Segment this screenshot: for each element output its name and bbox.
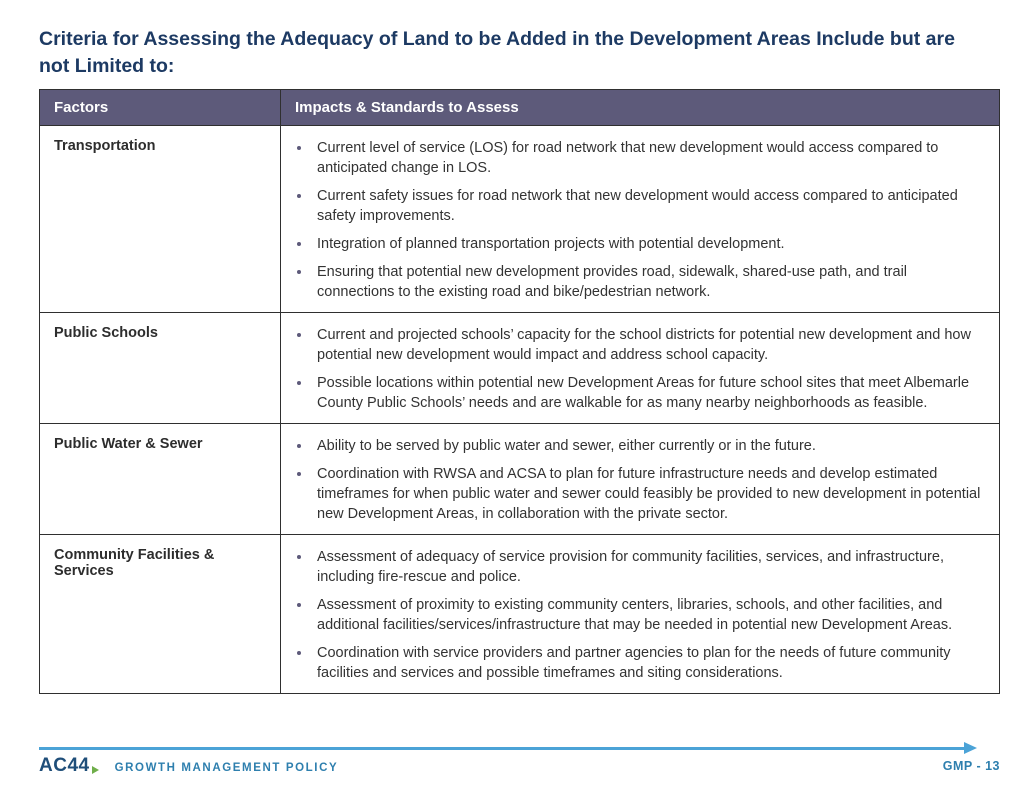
impact-item: • Assessment of proximity to existing community centers, libraries, schools, and other facilities, and additional facilities/services/infrastructure that may be needed in potential new Development Areas. — [312, 595, 985, 635]
impacts-cell — [281, 535, 1000, 694]
criteria-table-body — [40, 126, 1000, 694]
factor-cell: Public Water & Sewer — [40, 424, 281, 535]
table-header-row — [40, 90, 1000, 126]
impacts-list — [295, 547, 985, 683]
impacts-cell — [281, 313, 1000, 424]
impacts-cell — [281, 424, 1000, 535]
impact-item: • Possible locations within potential new Development Areas for future school sites that meet Albemarle County Public Schools’ needs and are walkable for as many nearby neighborhoods as feasible. — [312, 373, 985, 413]
impact-item: • Ensuring that potential new development provides road, sidewalk, shared-use path, and trail connections to the existing road and bike/pedestrian network. — [312, 262, 985, 302]
impacts-list — [295, 325, 985, 413]
arrow-right-icon — [964, 742, 977, 754]
footer-left — [39, 755, 338, 777]
impact-item: • Coordination with RWSA and ACSA to plan for future infrastructure needs and develop estimated timeframes for when public water and sewer could feasibly be provided to new development in potential new Development Areas, in collaboration with the private sector. — [312, 464, 985, 524]
table-row — [40, 126, 1000, 313]
factor-cell: Public Schools — [40, 313, 281, 424]
impact-item: • Assessment of adequacy of service provision for community facilities, services, and infrastructure, including fire-rescue and police. — [312, 547, 985, 587]
impact-item: • Integration of planned transportation projects with potential development. — [312, 234, 985, 254]
criteria-table — [39, 89, 1000, 694]
table-row — [40, 535, 1000, 694]
impact-item: • Current level of service (LOS) for road network that new development would access compared to anticipated change in LOS. — [312, 138, 985, 178]
factor-cell: Transportation — [40, 126, 281, 313]
impacts-list — [295, 436, 985, 524]
page-number: GMP - 13 — [942, 759, 1000, 773]
impact-item: • Current and projected schools’ capacity for the school districts for potential new development and how potential new development would impact and address school capacity. — [312, 325, 985, 365]
factor-cell: Community Facilities & Services — [40, 535, 281, 694]
leaf-icon — [92, 766, 99, 774]
footer-rule — [39, 747, 965, 750]
impact-item: • Ability to be served by public water and sewer, either currently or in the future. — [312, 436, 985, 456]
table-row — [40, 424, 1000, 535]
header-factors: Factors — [40, 90, 281, 126]
ac44-logo: AC44 — [39, 755, 90, 776]
table-row — [40, 313, 1000, 424]
page-title: Criteria for Assessing the Adequacy of Land to be Added in the Development Areas Include but are not Limited to: — [39, 28, 955, 78]
impacts-cell — [281, 126, 1000, 313]
impact-item: • Coordination with service providers and partner agencies to plan for the needs of future community facilities and services and possible timeframes and siting considerations. — [312, 643, 985, 683]
footer-doc-label: GROWTH MANAGEMENT POLICY — [114, 761, 339, 774]
impacts-list — [295, 138, 985, 302]
header-impacts: Impacts & Standards to Assess — [281, 90, 1000, 126]
impact-item: • Current safety issues for road network that new development would access compared to anticipated safety improvements. — [312, 186, 985, 226]
